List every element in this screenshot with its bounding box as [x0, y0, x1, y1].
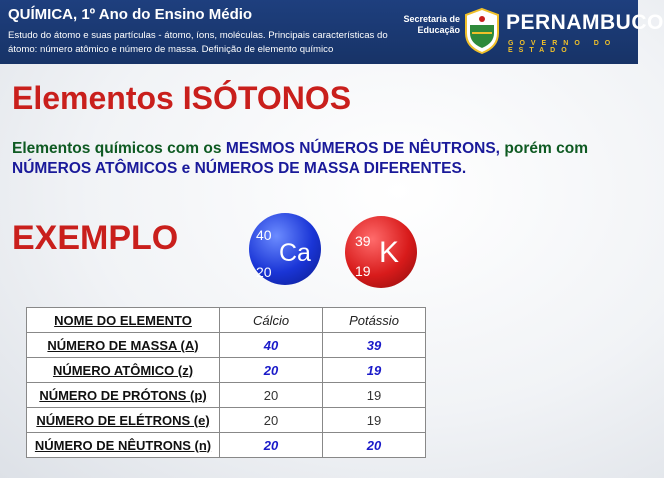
potassium-atomic-number: 19	[355, 263, 371, 279]
definition-part1: Elementos químicos com os	[12, 140, 222, 157]
row-label: NÚMERO DE ELÉTRONS (e)	[27, 408, 220, 433]
row-potassium-value: 20	[323, 433, 426, 458]
comparison-table	[26, 307, 426, 458]
example-heading: EXEMPLO	[12, 219, 179, 257]
state-crest-icon	[462, 7, 502, 55]
calcium-mass: 40	[256, 227, 272, 243]
course-subtitle: Estudo do átomo e suas partículas - átomo, íons, moléculas. Principais características do átomo: número atômico e número de massa. Definição de elemento químico	[8, 30, 388, 55]
row-calcium-value: 20	[220, 358, 323, 383]
table-row	[27, 333, 426, 358]
definition-part2: MESMOS NÚMEROS DE NÊUTRONS,	[225, 140, 500, 157]
row-calcium-value: 20	[220, 433, 323, 458]
course-title: QUÍMICA, 1º Ano do Ensino Médio	[8, 6, 253, 23]
table-row	[27, 408, 426, 433]
page-title: Elementos ISÓTONOS	[12, 80, 352, 116]
secretaria-label: Secretaria de Educação	[403, 14, 460, 35]
potassium-mass: 39	[355, 233, 371, 249]
row-label: NÚMERO DE PRÓTONS (p)	[27, 383, 220, 408]
state-name: PERNAMBUCO	[506, 11, 664, 34]
table-header-potassium: Potássio	[323, 308, 426, 333]
row-label: NÚMERO DE NÊUTRONS (n)	[27, 433, 220, 458]
table-row	[27, 358, 426, 383]
row-potassium-value: 19	[323, 358, 426, 383]
definition-part3: porém com	[504, 140, 589, 157]
table-row	[27, 433, 426, 458]
government-label: GOVERNO DO ESTADO	[508, 40, 617, 54]
definition-text	[12, 139, 588, 179]
row-potassium-value: 19	[323, 408, 426, 433]
header-banner	[0, 0, 664, 64]
table-row	[27, 383, 426, 408]
row-label: NÚMERO ATÔMICO (z)	[27, 358, 220, 383]
row-potassium-value: 19	[323, 383, 426, 408]
potassium-atom	[345, 216, 417, 288]
calcium-symbol: Ca	[279, 239, 311, 267]
calcium-atomic-number: 20	[256, 264, 272, 280]
row-calcium-value: 20	[220, 383, 323, 408]
row-potassium-value: 39	[323, 333, 426, 358]
potassium-symbol: K	[379, 236, 400, 269]
row-calcium-value: 40	[220, 333, 323, 358]
row-label: NÚMERO DE MASSA (A)	[27, 333, 220, 358]
table-header-row	[27, 308, 426, 333]
row-calcium-value: 20	[220, 408, 323, 433]
calcium-atom	[249, 213, 321, 285]
definition-part4: NÚMEROS ATÔMICOS e NÚMEROS DE MASSA DIFERENTES.	[12, 160, 467, 177]
table-header-label: NOME DO ELEMENTO	[27, 308, 220, 333]
table-header-calcium: Cálcio	[220, 308, 323, 333]
